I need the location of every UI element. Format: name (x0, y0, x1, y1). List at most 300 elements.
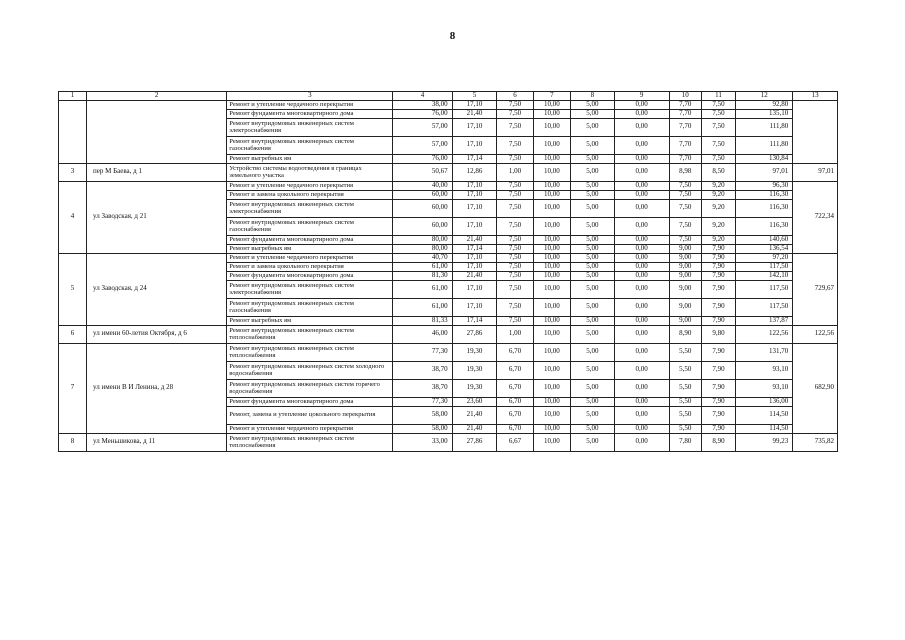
value-cell: 7,50 (497, 181, 533, 190)
value-cell: 7,90 (701, 262, 735, 271)
value-cell: 7,70 (669, 100, 701, 109)
value-cell: 9,00 (669, 253, 701, 262)
value-cell: 117,50 (736, 262, 793, 271)
value-cell: 76,00 (393, 109, 452, 118)
value-cell: 10,00 (533, 325, 570, 343)
value-cell: 0,00 (614, 253, 669, 262)
value-cell: 97,20 (736, 253, 793, 262)
value-cell: 117,50 (736, 298, 793, 316)
address-cell: ул имени 60-летия Октября, д 6 (87, 325, 227, 343)
value-cell: 40,70 (393, 253, 452, 262)
value-cell: 9,00 (669, 244, 701, 253)
value-cell: 7,50 (701, 118, 735, 136)
total-cell: 722,34 (793, 181, 838, 253)
value-cell: 10,00 (533, 163, 570, 181)
value-cell: 5,00 (571, 406, 615, 424)
total-cell: 682,90 (793, 343, 838, 433)
value-cell: 10,00 (533, 262, 570, 271)
value-cell: 7,90 (701, 397, 735, 406)
value-cell: 10,00 (533, 109, 570, 118)
work-description: Ремонт фундамента многоквартирного дома (227, 109, 393, 118)
row-number: 3 (59, 163, 87, 181)
value-cell: 116,30 (736, 190, 793, 199)
value-cell: 5,00 (571, 118, 615, 136)
value-cell: 96,30 (736, 181, 793, 190)
value-cell: 136,00 (736, 397, 793, 406)
value-cell: 21,40 (452, 424, 497, 433)
address-cell: ул Заводская, д 21 (87, 181, 227, 253)
value-cell: 136,54 (736, 244, 793, 253)
value-cell: 9,20 (701, 190, 735, 199)
value-cell: 7,50 (669, 235, 701, 244)
work-description: Ремонт внутридомовых инженерных систем газоснабжения (227, 298, 393, 316)
value-cell: 9,00 (669, 262, 701, 271)
value-cell: 38,70 (393, 379, 452, 397)
value-cell: 5,00 (571, 181, 615, 190)
table-row (59, 343, 838, 361)
value-cell: 0,00 (614, 433, 669, 451)
value-cell: 0,00 (614, 424, 669, 433)
value-cell: 7,50 (497, 316, 533, 325)
value-cell: 130,84 (736, 154, 793, 163)
value-cell: 9,00 (669, 298, 701, 316)
value-cell: 92,80 (736, 100, 793, 109)
value-cell: 17,10 (452, 136, 497, 154)
value-cell: 10,00 (533, 100, 570, 109)
work-description: Ремонт и утепление чердачного перекрытия (227, 181, 393, 190)
value-cell: 5,00 (571, 271, 615, 280)
value-cell: 10,00 (533, 199, 570, 217)
value-cell: 10,00 (533, 397, 570, 406)
address-cell: ул Меньшикова, д 11 (87, 433, 227, 451)
value-cell: 40,00 (393, 181, 452, 190)
value-cell: 10,00 (533, 136, 570, 154)
value-cell: 5,00 (571, 433, 615, 451)
value-cell: 7,50 (497, 118, 533, 136)
value-cell: 0,00 (614, 343, 669, 361)
value-cell: 114,50 (736, 424, 793, 433)
value-cell: 50,67 (393, 163, 452, 181)
work-description: Ремонт внутридомовых инженерных систем электроснабжения (227, 199, 393, 217)
value-cell: 17,10 (452, 253, 497, 262)
value-cell: 5,00 (571, 100, 615, 109)
value-cell: 5,00 (571, 217, 615, 235)
value-cell: 10,00 (533, 217, 570, 235)
total-cell: 735,82 (793, 433, 838, 451)
value-cell: 5,50 (669, 361, 701, 379)
value-cell: 10,00 (533, 181, 570, 190)
value-cell: 58,00 (393, 406, 452, 424)
value-cell: 5,00 (571, 163, 615, 181)
value-cell: 135,10 (736, 109, 793, 118)
value-cell: 17,14 (452, 316, 497, 325)
value-cell: 5,00 (571, 253, 615, 262)
work-description: Ремонт выгребных ям (227, 316, 393, 325)
value-cell: 17,10 (452, 100, 497, 109)
value-cell: 8,90 (701, 433, 735, 451)
work-description: Ремонт фундамента многоквартирного дома (227, 235, 393, 244)
value-cell: 9,80 (701, 325, 735, 343)
value-cell: 5,00 (571, 136, 615, 154)
work-description: Ремонт и замена цокольного перекрытия (227, 190, 393, 199)
value-cell: 0,00 (614, 298, 669, 316)
value-cell: 17,10 (452, 118, 497, 136)
value-cell: 80,00 (393, 244, 452, 253)
value-cell: 5,00 (571, 379, 615, 397)
row-number: 8 (59, 433, 87, 451)
value-cell: 17,10 (452, 190, 497, 199)
total-cell: 122,56 (793, 325, 838, 343)
work-description: Ремонт фундамента многоквартирного дома (227, 271, 393, 280)
value-cell: 5,00 (571, 199, 615, 217)
value-cell: 7,50 (669, 190, 701, 199)
value-cell: 10,00 (533, 235, 570, 244)
value-cell: 5,00 (571, 154, 615, 163)
value-cell: 116,30 (736, 199, 793, 217)
value-cell: 17,10 (452, 262, 497, 271)
value-cell: 6,67 (497, 433, 533, 451)
value-cell: 6,70 (497, 379, 533, 397)
work-description: Ремонт внутридомовых инженерных систем теплоснабжения (227, 325, 393, 343)
work-description: Ремонт выгребных ям (227, 154, 393, 163)
value-cell: 0,00 (614, 199, 669, 217)
value-cell: 76,00 (393, 154, 452, 163)
value-cell: 61,00 (393, 262, 452, 271)
value-cell: 12,86 (452, 163, 497, 181)
value-cell: 114,50 (736, 406, 793, 424)
total-cell: 97,01 (793, 163, 838, 181)
value-cell: 7,50 (497, 235, 533, 244)
column-header: 6 (497, 92, 533, 101)
value-cell: 17,10 (452, 217, 497, 235)
column-header: 10 (669, 92, 701, 101)
address-cell: ул Заводская, д 24 (87, 253, 227, 325)
table-body (59, 92, 838, 452)
value-cell: 23,60 (452, 397, 497, 406)
value-cell: 46,00 (393, 325, 452, 343)
value-cell: 0,00 (614, 109, 669, 118)
value-cell: 7,90 (701, 343, 735, 361)
value-cell: 0,00 (614, 154, 669, 163)
value-cell: 10,00 (533, 316, 570, 325)
value-cell: 0,00 (614, 406, 669, 424)
value-cell: 0,00 (614, 244, 669, 253)
total-cell (793, 100, 838, 163)
work-description: Ремонт выгребных ям (227, 244, 393, 253)
value-cell: 111,80 (736, 118, 793, 136)
value-cell: 117,50 (736, 280, 793, 298)
value-cell: 5,00 (571, 325, 615, 343)
value-cell: 10,00 (533, 361, 570, 379)
value-cell: 7,50 (669, 181, 701, 190)
value-cell: 0,00 (614, 271, 669, 280)
value-cell: 142,10 (736, 271, 793, 280)
value-cell: 38,70 (393, 361, 452, 379)
value-cell: 0,00 (614, 235, 669, 244)
value-cell: 1,00 (497, 163, 533, 181)
column-header: 4 (393, 92, 452, 101)
value-cell: 7,50 (497, 199, 533, 217)
value-cell: 0,00 (614, 136, 669, 154)
work-description: Ремонт внутридомовых инженерных систем электроснабжения (227, 118, 393, 136)
value-cell: 0,00 (614, 397, 669, 406)
value-cell: 0,00 (614, 262, 669, 271)
value-cell: 58,00 (393, 424, 452, 433)
value-cell: 17,14 (452, 154, 497, 163)
value-cell: 0,00 (614, 361, 669, 379)
value-cell: 17,10 (452, 298, 497, 316)
value-cell: 7,50 (497, 244, 533, 253)
value-cell: 19,30 (452, 343, 497, 361)
row-number: 7 (59, 343, 87, 433)
work-description: Ремонт и утепление чердачного перекрытия (227, 253, 393, 262)
value-cell: 21,40 (452, 235, 497, 244)
value-cell: 5,50 (669, 397, 701, 406)
value-cell: 77,30 (393, 343, 452, 361)
value-cell: 0,00 (614, 217, 669, 235)
column-header: 3 (227, 92, 393, 101)
value-cell: 0,00 (614, 379, 669, 397)
value-cell: 6,70 (497, 424, 533, 433)
value-cell: 10,00 (533, 253, 570, 262)
value-cell: 7,50 (701, 136, 735, 154)
column-header: 9 (614, 92, 669, 101)
address-cell: пер М Баева, д 1 (87, 163, 227, 181)
work-description: Ремонт внутридомовых инженерных систем газоснабжения (227, 136, 393, 154)
value-cell: 93,10 (736, 379, 793, 397)
value-cell: 57,00 (393, 136, 452, 154)
value-cell: 77,30 (393, 397, 452, 406)
value-cell: 5,00 (571, 244, 615, 253)
value-cell: 7,50 (497, 109, 533, 118)
value-cell: 7,50 (497, 154, 533, 163)
table-row (59, 181, 838, 190)
value-cell: 7,50 (497, 217, 533, 235)
value-cell: 10,00 (533, 271, 570, 280)
value-cell: 5,00 (571, 280, 615, 298)
work-description: Ремонт, замена и утепление цокольного перекрытия (227, 406, 393, 424)
value-cell: 97,01 (736, 163, 793, 181)
work-description: Ремонт фундамента многоквартирного дома (227, 397, 393, 406)
column-header: 12 (736, 92, 793, 101)
value-cell: 0,00 (614, 163, 669, 181)
value-cell: 7,90 (701, 361, 735, 379)
value-cell: 7,50 (669, 199, 701, 217)
value-cell: 21,40 (452, 109, 497, 118)
value-cell: 27,86 (452, 325, 497, 343)
value-cell: 7,50 (497, 262, 533, 271)
value-cell: 0,00 (614, 190, 669, 199)
value-cell: 7,50 (497, 253, 533, 262)
value-cell: 5,50 (669, 424, 701, 433)
value-cell: 93,10 (736, 361, 793, 379)
column-header: 5 (452, 92, 497, 101)
header-row (59, 92, 838, 101)
value-cell: 10,00 (533, 424, 570, 433)
row-number: 6 (59, 325, 87, 343)
value-cell: 10,00 (533, 154, 570, 163)
value-cell: 81,30 (393, 271, 452, 280)
column-header: 1 (59, 92, 87, 101)
value-cell: 5,00 (571, 316, 615, 325)
total-cell: 729,67 (793, 253, 838, 325)
value-cell: 10,00 (533, 244, 570, 253)
value-cell: 9,20 (701, 181, 735, 190)
value-cell: 19,30 (452, 379, 497, 397)
value-cell: 7,50 (497, 136, 533, 154)
work-description: Ремонт внутридомовых инженерных систем теплоснабжения (227, 343, 393, 361)
value-cell: 0,00 (614, 181, 669, 190)
value-cell: 9,00 (669, 280, 701, 298)
value-cell: 60,00 (393, 190, 452, 199)
value-cell: 7,50 (701, 109, 735, 118)
value-cell: 80,00 (393, 235, 452, 244)
value-cell: 7,70 (669, 109, 701, 118)
value-cell: 6,70 (497, 397, 533, 406)
value-cell: 0,00 (614, 325, 669, 343)
value-cell: 8,90 (669, 325, 701, 343)
value-cell: 0,00 (614, 280, 669, 298)
row-number: 5 (59, 253, 87, 325)
value-cell: 61,00 (393, 280, 452, 298)
value-cell: 7,90 (701, 280, 735, 298)
value-cell: 0,00 (614, 100, 669, 109)
value-cell: 131,70 (736, 343, 793, 361)
work-description: Ремонт внутридомовых инженерных систем газоснабжения (227, 217, 393, 235)
value-cell: 7,50 (701, 154, 735, 163)
value-cell: 7,50 (497, 280, 533, 298)
work-description: Ремонт внутридомовых инженерных систем горячего водоснабжения (227, 379, 393, 397)
value-cell: 6,70 (497, 361, 533, 379)
value-cell: 7,80 (669, 433, 701, 451)
value-cell: 10,00 (533, 118, 570, 136)
column-header: 7 (533, 92, 570, 101)
work-description: Ремонт внутридомовых инженерных систем теплоснабжения (227, 433, 393, 451)
value-cell: 9,00 (669, 271, 701, 280)
value-cell: 5,50 (669, 343, 701, 361)
value-cell: 5,00 (571, 262, 615, 271)
table-row (59, 100, 838, 109)
value-cell: 7,90 (701, 253, 735, 262)
value-cell: 9,00 (669, 316, 701, 325)
table-row (59, 253, 838, 262)
value-cell: 7,90 (701, 379, 735, 397)
value-cell: 27,86 (452, 433, 497, 451)
work-description: Ремонт и утепление чердачного перекрытия (227, 100, 393, 109)
row-number: 4 (59, 181, 87, 253)
value-cell: 140,60 (736, 235, 793, 244)
address-cell: ул имени В И Ленина, д 28 (87, 343, 227, 433)
value-cell: 10,00 (533, 406, 570, 424)
value-cell: 7,90 (701, 316, 735, 325)
value-cell: 7,70 (669, 154, 701, 163)
value-cell: 38,00 (393, 100, 452, 109)
value-cell: 99,23 (736, 433, 793, 451)
value-cell: 5,00 (571, 235, 615, 244)
value-cell: 5,00 (571, 397, 615, 406)
value-cell: 10,00 (533, 298, 570, 316)
value-cell: 10,00 (533, 433, 570, 451)
value-cell: 7,50 (497, 298, 533, 316)
value-cell: 10,00 (533, 379, 570, 397)
value-cell: 0,00 (614, 316, 669, 325)
table-row (59, 163, 838, 181)
table-row (59, 433, 838, 451)
value-cell: 19,30 (452, 361, 497, 379)
value-cell: 21,40 (452, 271, 497, 280)
value-cell: 81,33 (393, 316, 452, 325)
work-description: Ремонт и замена цокольного перекрытия (227, 262, 393, 271)
value-cell: 5,00 (571, 298, 615, 316)
value-cell: 7,90 (701, 406, 735, 424)
value-cell: 57,00 (393, 118, 452, 136)
value-cell: 17,10 (452, 181, 497, 190)
work-description: Ремонт внутридомовых инженерных систем холодного водоснабжения (227, 361, 393, 379)
value-cell: 0,00 (614, 118, 669, 136)
value-cell: 6,70 (497, 406, 533, 424)
value-cell: 5,00 (571, 361, 615, 379)
value-cell: 7,70 (669, 118, 701, 136)
table-row (59, 325, 838, 343)
value-cell: 10,00 (533, 343, 570, 361)
value-cell: 60,00 (393, 199, 452, 217)
value-cell: 17,10 (452, 280, 497, 298)
value-cell: 7,90 (701, 271, 735, 280)
value-cell: 8,98 (669, 163, 701, 181)
value-cell: 5,50 (669, 406, 701, 424)
value-cell: 8,50 (701, 163, 735, 181)
value-cell: 17,10 (452, 199, 497, 217)
value-cell: 7,50 (497, 271, 533, 280)
value-cell: 5,00 (571, 424, 615, 433)
value-cell: 10,00 (533, 280, 570, 298)
column-header: 13 (793, 92, 838, 101)
value-cell: 6,70 (497, 343, 533, 361)
value-cell: 61,00 (393, 298, 452, 316)
value-cell: 7,90 (701, 244, 735, 253)
value-cell: 5,00 (571, 343, 615, 361)
value-cell: 137,87 (736, 316, 793, 325)
value-cell: 5,50 (669, 379, 701, 397)
value-cell: 116,30 (736, 217, 793, 235)
value-cell: 9,20 (701, 199, 735, 217)
value-cell: 7,50 (497, 100, 533, 109)
value-cell: 9,20 (701, 217, 735, 235)
value-cell: 60,00 (393, 217, 452, 235)
value-cell: 7,90 (701, 298, 735, 316)
work-description: Ремонт и утепление чердачного перекрытия (227, 424, 393, 433)
value-cell: 10,00 (533, 190, 570, 199)
value-cell: 5,00 (571, 109, 615, 118)
value-cell: 9,20 (701, 235, 735, 244)
page-number: 8 (449, 30, 456, 42)
value-cell: 21,40 (452, 406, 497, 424)
work-description: Ремонт внутридомовых инженерных систем электроснабжения (227, 280, 393, 298)
value-cell: 17,14 (452, 244, 497, 253)
value-cell: 7,50 (669, 217, 701, 235)
work-description: Устройство системы водоотведения в границах земельного участка (227, 163, 393, 181)
data-table (58, 91, 838, 452)
value-cell: 33,00 (393, 433, 452, 451)
value-cell: 111,80 (736, 136, 793, 154)
value-cell: 7,50 (701, 100, 735, 109)
value-cell: 122,56 (736, 325, 793, 343)
value-cell: 1,00 (497, 325, 533, 343)
address-cell (87, 100, 227, 163)
column-header: 8 (571, 92, 615, 101)
value-cell: 7,90 (701, 424, 735, 433)
value-cell: 5,00 (571, 190, 615, 199)
